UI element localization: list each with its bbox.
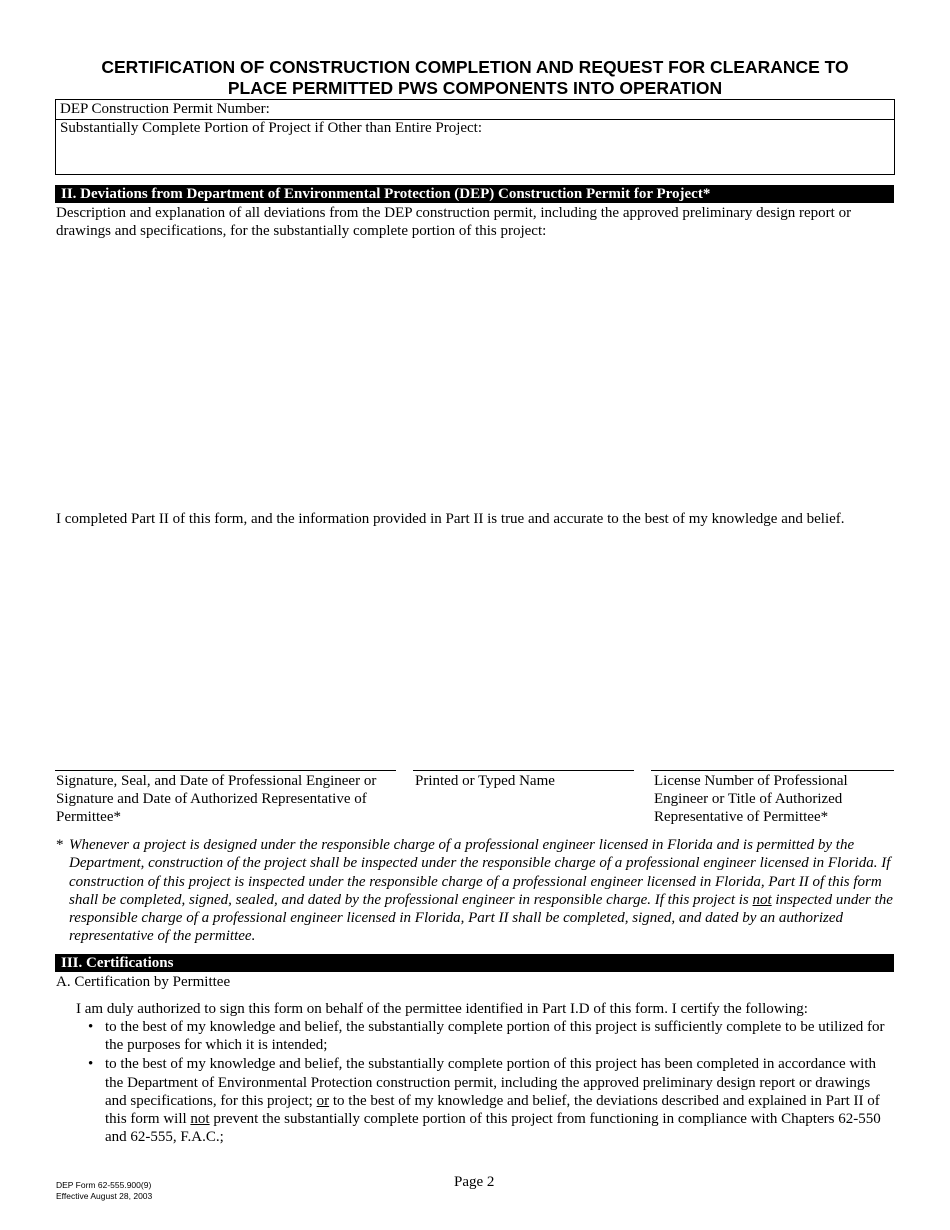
permit-number-field[interactable]: [55, 99, 895, 120]
certification-list: [88, 1018, 894, 1147]
form-title: [56, 57, 894, 99]
license-label: [654, 772, 894, 826]
name-label: Printed or Typed Name: [415, 773, 555, 789]
bullet-or: or: [316, 1092, 330, 1109]
bullet-text-3: prevent the substantially complete portion of this project from functioning in compliance with Chapters 62-550 and 62-555, F.A.C.;: [105, 1111, 881, 1146]
license-label-line3: Representative of Permittee*: [654, 809, 829, 825]
form-title-line1: CERTIFICATION OF CONSTRUCTION COMPLETION AND REQUEST FOR CLEARANCE TO: [101, 57, 849, 77]
form-title-line2: PLACE PERMITTED PWS COMPONENTS INTO OPERATION: [227, 78, 723, 98]
part2-heading: II. Deviations from Department of Environmental Protection (DEP) Construction Permit for Project*: [55, 185, 894, 203]
bullet-icon: •: [88, 1019, 94, 1035]
bullet-text-2: to the best of my knowledge and belief, the deviations described and explained in Part II of this form will: [105, 1092, 880, 1128]
bullet-text-1: to the best of my knowledge and belief, the substantially complete portion of this project has been completed in accordance with the Department of Environmental Protection construction permit, including the approved preliminary design report or drawings and specifications, for this project;: [105, 1056, 877, 1109]
license-label-line2: Engineer or Title of Authorized: [654, 791, 843, 807]
footnote-star: *: [56, 837, 64, 853]
footnote-not: not: [752, 891, 772, 908]
license-label-line1: License Number of Professional: [654, 773, 848, 789]
list-item: [88, 1055, 894, 1146]
part3-heading: III. Certifications: [55, 954, 894, 972]
signature-label-line2: Signature and Date of Authorized Representative of: [56, 791, 367, 807]
bullet-text: to the best of my knowledge and belief, the substantially complete portion of this project is sufficiently complete to be utilized for the purposes for which it is intended;: [105, 1019, 885, 1054]
page-number: Page 2: [454, 1174, 495, 1190]
part2-description: Description and explanation of all deviations from the DEP construction permit, including the approved preliminary design report or drawings and specifications, for the substantially complete portion of this project:: [56, 205, 852, 239]
effective-date: Effective August 28, 2003: [56, 1190, 153, 1201]
footnote-text-2: inspected under the responsible charge of a professional engineer licensed in Florida, Part II shall be completed, signed, and dated by an authorized representative of the permittee.: [69, 891, 893, 945]
portion-label: Substantially Complete Portion of Project if Other than Entire Project:: [60, 120, 483, 136]
portion-field[interactable]: [55, 119, 895, 175]
name-line[interactable]: [413, 770, 634, 771]
license-line[interactable]: [651, 770, 894, 771]
part3-intro: I am duly authorized to sign this form on behalf of the permittee identified in Part I.D of this form. I certify the following:: [76, 1001, 808, 1017]
part2-footnote: [56, 836, 896, 946]
form-number: DEP Form 62-555.900(9): [56, 1180, 152, 1190]
bullet-icon: •: [88, 1056, 94, 1073]
footnote-text-1: Whenever a project is designed under the responsible charge of a professional engineer licensed in Florida and is permitted by the Department, construction of the project shall be inspected under the responsible charge of a professional engineer licensed in Florida. If construction of this project is inspected under the responsible charge of a professional engineer licensed in Florida, Part II of this form shall be completed, signed, sealed, and dated by the professional engineer in responsible charge. If this project is: [69, 837, 891, 908]
signature-line[interactable]: [55, 770, 396, 771]
signature-label-line1: Signature, Seal, and Date of Professional Engineer or: [56, 773, 377, 789]
part3-subheading: A. Certification by Permittee: [56, 974, 231, 990]
permit-number-label: DEP Construction Permit Number:: [60, 101, 270, 117]
bullet-not: not: [190, 1111, 210, 1128]
form-identifier: [56, 1180, 152, 1201]
signature-label: [56, 772, 401, 826]
list-item: [88, 1018, 894, 1054]
signature-label-line3: Permittee*: [56, 809, 121, 825]
part2-attestation: I completed Part II of this form, and the information provided in Part II is true and accurate to the best of my knowledge and belief.: [56, 511, 845, 527]
